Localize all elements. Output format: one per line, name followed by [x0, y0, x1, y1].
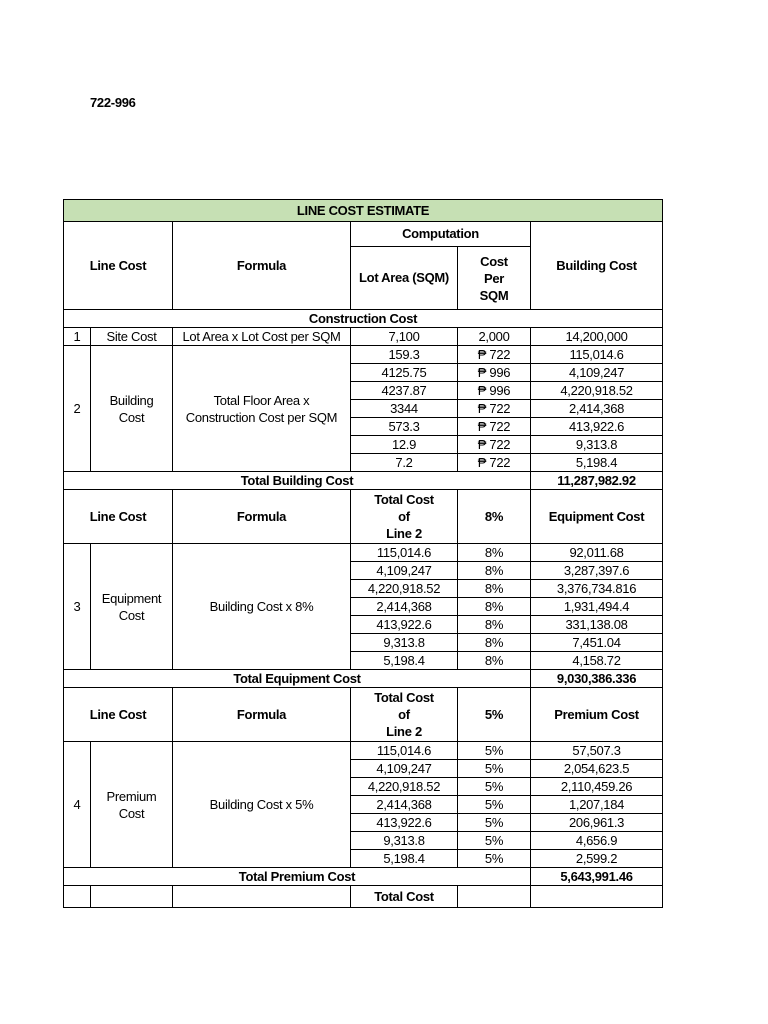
header-rate: 5% [458, 688, 531, 742]
total-premium-cost-value: 5,643,991.46 [531, 868, 663, 886]
header-total-cost-of-line-2 [351, 490, 458, 544]
rate-cell: 8% [458, 544, 531, 562]
equipment-cost-cell: 3,376,734.816 [531, 580, 663, 598]
empty-cell [458, 886, 531, 908]
line-number: 2 [64, 346, 91, 472]
header-line-cost: Line Cost [64, 222, 173, 310]
equipment-cost-cell: 3,287,397.6 [531, 562, 663, 580]
line-name-part: Premium [106, 788, 157, 804]
total-premium-cost-label: Total Premium Cost [64, 868, 531, 886]
header-row [64, 688, 663, 742]
header-computation: Computation [351, 222, 531, 247]
header-cost-per-sqm-line-1: Cost [480, 253, 508, 269]
premium-cost-cell: 1,207,184 [531, 796, 663, 814]
header-cost-per-sqm [458, 247, 531, 310]
line-formula: Lot Area x Lot Cost per SQM [173, 328, 351, 346]
total-row [64, 472, 663, 490]
header-total-cost-line-1: Total Cost [374, 492, 434, 507]
rate-cell: 5% [458, 778, 531, 796]
total-building-cost-label: Total Building Cost [64, 472, 531, 490]
line-name-part: Cost [118, 607, 145, 623]
base-cost-cell: 2,414,368 [351, 598, 458, 616]
header-formula: Formula [173, 222, 351, 310]
building-cost-cell: 2,414,368 [531, 400, 663, 418]
base-cost-cell: 9,313.8 [351, 634, 458, 652]
line-name-part: Cost [118, 409, 145, 425]
building-cost-cell: 9,313.8 [531, 436, 663, 454]
line-cost-estimate-table [63, 199, 663, 908]
lot-area-cell: 4125.75 [351, 364, 458, 382]
premium-cost-cell: 4,656.9 [531, 832, 663, 850]
total-row [64, 670, 663, 688]
line-formula-part: Total Floor Area x [213, 392, 310, 408]
cost-per-sqm-cell: ₱ 996 [458, 382, 531, 400]
equipment-cost-cell: 1,931,494.4 [531, 598, 663, 616]
total-row [64, 868, 663, 886]
line-name [91, 544, 173, 670]
building-cost-cell: 115,014.6 [531, 346, 663, 364]
table-row [64, 346, 663, 364]
base-cost-cell: 5,198.4 [351, 652, 458, 670]
header-total-cost-line-2: of [398, 707, 410, 722]
grand-total-value [531, 886, 663, 908]
rate-cell: 5% [458, 850, 531, 868]
total-building-cost-value: 11,287,982.92 [531, 472, 663, 490]
base-cost-cell: 4,220,918.52 [351, 778, 458, 796]
header-cost-per-sqm-line-2: Per [483, 270, 505, 286]
table-row [64, 544, 663, 562]
rate-cell: 5% [458, 814, 531, 832]
rate-cell: 5% [458, 760, 531, 778]
rate-cell: 8% [458, 580, 531, 598]
grand-total-row [64, 886, 663, 908]
lot-area-cell: 159.3 [351, 346, 458, 364]
table-row [64, 328, 663, 346]
lot-area-cell: 7,100 [351, 328, 458, 346]
rate-cell: 8% [458, 562, 531, 580]
base-cost-cell: 4,109,247 [351, 760, 458, 778]
premium-cost-cell: 2,110,459.26 [531, 778, 663, 796]
rate-cell: 8% [458, 616, 531, 634]
line-number: 3 [64, 544, 91, 670]
base-cost-cell: 413,922.6 [351, 814, 458, 832]
rate-cell: 5% [458, 742, 531, 760]
premium-cost-cell: 57,507.3 [531, 742, 663, 760]
lot-area-cell: 3344 [351, 400, 458, 418]
lot-area-cell: 4237.87 [351, 382, 458, 400]
line-name-part: Cost [118, 805, 145, 821]
line-formula: Building Cost x 8% [173, 544, 351, 670]
table-title-row [64, 200, 663, 222]
line-name-part: Building [109, 392, 154, 408]
header-line-cost: Line Cost [64, 688, 173, 742]
line-name-part: Equipment [101, 590, 162, 606]
empty-cell [91, 886, 173, 908]
header-line-cost: Line Cost [64, 490, 173, 544]
building-cost-cell: 5,198.4 [531, 454, 663, 472]
lot-area-cell: 12.9 [351, 436, 458, 454]
header-total-cost-line-3: Line 2 [386, 526, 422, 541]
header-premium-cost: Premium Cost [531, 688, 663, 742]
base-cost-cell: 115,014.6 [351, 544, 458, 562]
rate-cell: 8% [458, 634, 531, 652]
cost-per-sqm-cell: ₱ 722 [458, 436, 531, 454]
line-name [91, 346, 173, 472]
header-total-cost-of-line-2 [351, 688, 458, 742]
rate-cell: 8% [458, 652, 531, 670]
line-formula: Building Cost x 5% [173, 742, 351, 868]
equipment-cost-cell: 7,451.04 [531, 634, 663, 652]
empty-cell [64, 886, 91, 908]
header-total-cost-line-1: Total Cost [374, 690, 434, 705]
equipment-cost-cell: 92,011.68 [531, 544, 663, 562]
header-total-cost-line-3: Line 2 [386, 724, 422, 739]
line-number: 1 [64, 328, 91, 346]
cost-per-sqm-cell: ₱ 722 [458, 400, 531, 418]
base-cost-cell: 115,014.6 [351, 742, 458, 760]
table-row [64, 742, 663, 760]
header-equipment-cost: Equipment Cost [531, 490, 663, 544]
cost-per-sqm-cell: ₱ 722 [458, 454, 531, 472]
rate-cell: 5% [458, 796, 531, 814]
header-cost-per-sqm-line-3: SQM [479, 287, 509, 303]
premium-cost-cell: 206,961.3 [531, 814, 663, 832]
header-total-cost-line-2: of [398, 509, 410, 524]
line-formula [173, 346, 351, 472]
equipment-cost-cell: 331,138.08 [531, 616, 663, 634]
rate-cell: 8% [458, 598, 531, 616]
cost-per-sqm-cell: ₱ 722 [458, 346, 531, 364]
header-formula: Formula [173, 688, 351, 742]
empty-cell [173, 886, 351, 908]
construction-cost-label: Construction Cost [64, 310, 663, 328]
cost-per-sqm-cell: ₱ 996 [458, 364, 531, 382]
grand-total-label: Total Cost [351, 886, 458, 908]
header-building-cost: Building Cost [531, 222, 663, 310]
total-equipment-cost-value: 9,030,386.336 [531, 670, 663, 688]
header-rate: 8% [458, 490, 531, 544]
line-name [91, 742, 173, 868]
building-cost-cell: 4,109,247 [531, 364, 663, 382]
line-formula-part: Construction Cost per SQM [185, 409, 338, 425]
header-lot-area: Lot Area (SQM) [351, 247, 458, 310]
header-row [64, 222, 663, 247]
cost-per-sqm-cell: 2,000 [458, 328, 531, 346]
building-cost-cell: 14,200,000 [531, 328, 663, 346]
premium-cost-cell: 2,054,623.5 [531, 760, 663, 778]
header-formula: Formula [173, 490, 351, 544]
line-number: 4 [64, 742, 91, 868]
table-title: LINE COST ESTIMATE [64, 200, 663, 222]
total-equipment-cost-label: Total Equipment Cost [64, 670, 531, 688]
base-cost-cell: 2,414,368 [351, 796, 458, 814]
header-row [64, 490, 663, 544]
section-row [64, 310, 663, 328]
base-cost-cell: 9,313.8 [351, 832, 458, 850]
building-cost-cell: 413,922.6 [531, 418, 663, 436]
rate-cell: 5% [458, 832, 531, 850]
lot-area-cell: 7.2 [351, 454, 458, 472]
base-cost-cell: 413,922.6 [351, 616, 458, 634]
equipment-cost-cell: 4,158.72 [531, 652, 663, 670]
base-cost-cell: 5,198.4 [351, 850, 458, 868]
lot-area-cell: 573.3 [351, 418, 458, 436]
cost-per-sqm-cell: ₱ 722 [458, 418, 531, 436]
base-cost-cell: 4,220,918.52 [351, 580, 458, 598]
base-cost-cell: 4,109,247 [351, 562, 458, 580]
reference-number: 722-996 [90, 95, 136, 110]
premium-cost-cell: 2,599.2 [531, 850, 663, 868]
building-cost-cell: 4,220,918.52 [531, 382, 663, 400]
line-name: Site Cost [91, 328, 173, 346]
